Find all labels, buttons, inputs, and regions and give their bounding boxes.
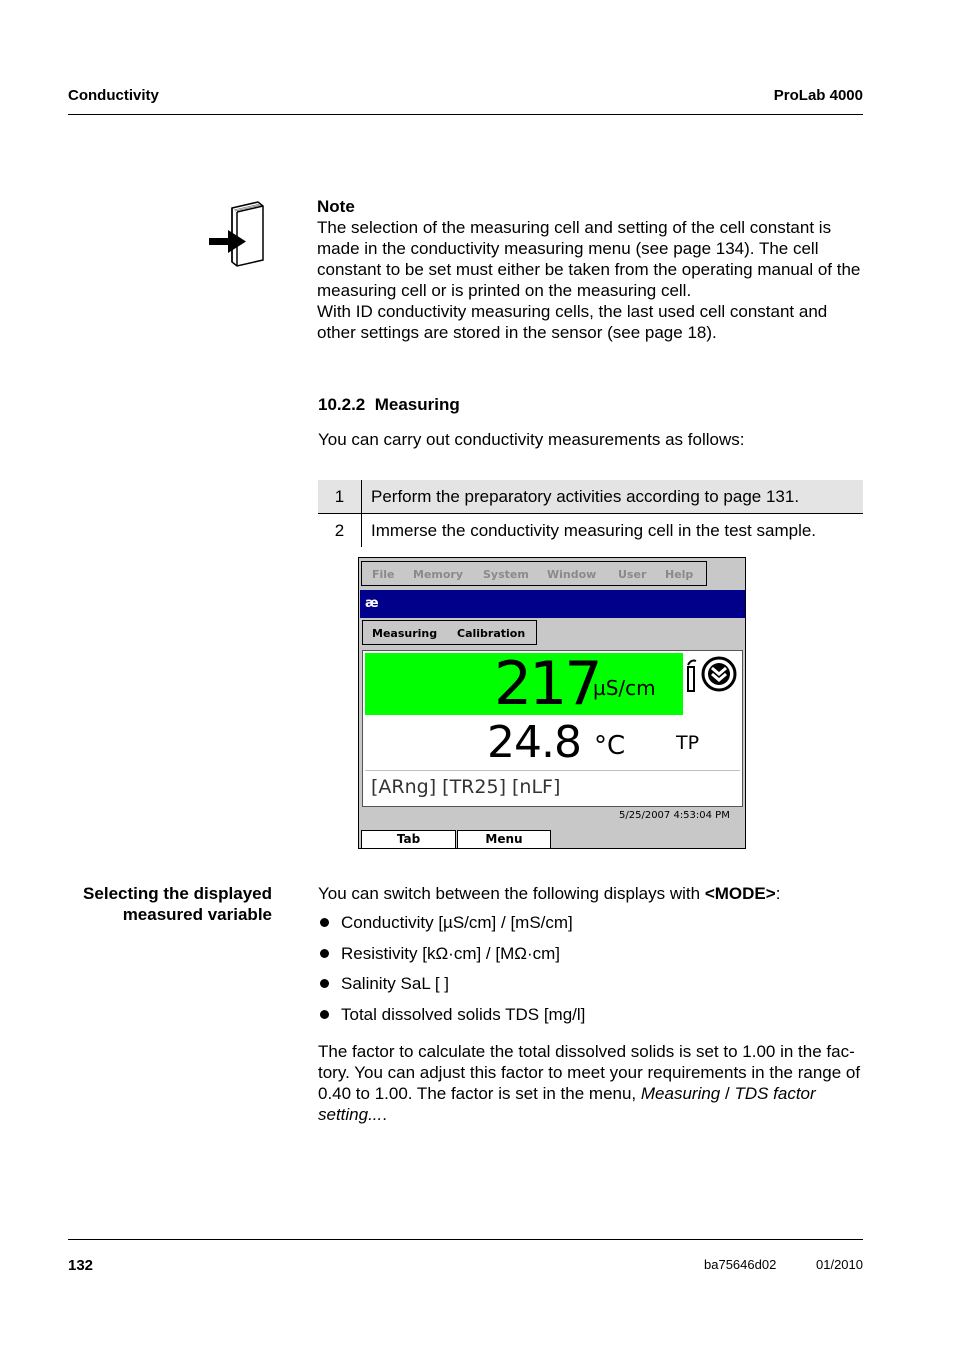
menu-ref-measuring: Measuring [640, 1084, 721, 1103]
menu-user[interactable]: User [618, 568, 647, 581]
list-item: Salinity SaL [ ] [318, 973, 585, 1004]
side-heading [68, 883, 272, 925]
temperature-mode: TP [676, 732, 700, 754]
note-text-1: The selection of the measuring cell and setting of the cell constant is made in the conductivity measuring menu (see page 134). The cell constant to be set must either be taken from the operating manual of the measuring cell or is printed on the measuring cell. [317, 218, 861, 300]
softkey-menu[interactable]: Menu [457, 830, 551, 849]
stability-icon [701, 656, 737, 692]
table-row [318, 514, 863, 548]
selecting-intro-post: : [775, 884, 781, 903]
menu-window[interactable]: Window [547, 568, 597, 581]
doc-number: ba75646d02 [704, 1257, 777, 1272]
section-heading [318, 395, 460, 415]
tds-text-end: . [382, 1105, 387, 1124]
footer-rule [68, 1239, 863, 1240]
section-title: Measuring [374, 395, 460, 414]
main-unit: µS/cm [593, 676, 656, 700]
menu-help[interactable]: Help [665, 568, 694, 581]
measurement-panel [362, 650, 743, 807]
steps-table [318, 480, 863, 547]
main-value: 217 [494, 649, 600, 719]
list-item: Conductivity [µS/cm] / [mS/cm] [318, 912, 585, 943]
device-titlebar [360, 590, 745, 618]
device-datetime: 5/25/2007 4:53:04 PM [619, 810, 730, 821]
page-number: 132 [68, 1257, 94, 1274]
tab-measuring[interactable]: Measuring [372, 627, 438, 640]
status-line: [ARng] [TR25] [nLF] [371, 776, 561, 798]
softkey-tab[interactable]: Tab [361, 830, 456, 849]
selecting-intro [318, 884, 780, 904]
header-right: ProLab 4000 [773, 87, 863, 104]
device-menubar [361, 561, 707, 586]
selecting-intro-pre: You can switch between the following displays with [318, 884, 705, 903]
step-number: 1 [318, 480, 362, 514]
device-screen [358, 557, 746, 849]
menu-memory[interactable]: Memory [413, 568, 464, 581]
note-text-2: With ID conductivity measuring cells, the last used cell constant and other settings are stored in the sensor (see page 18). [317, 302, 828, 342]
header-rule [68, 114, 863, 115]
note-book-icon [208, 200, 268, 268]
display-list [318, 912, 585, 1034]
list-item: Total dissolved solids TDS [mg/l] [318, 1004, 585, 1035]
doc-date: 01/2010 [816, 1257, 863, 1272]
list-item: Resistivity [kΩ·cm] / [MΩ·cm] [318, 943, 585, 974]
menu-ref-sep: / [720, 1084, 735, 1103]
mode-key: <MODE> [704, 884, 776, 903]
panel-divider [365, 770, 740, 771]
note-title: Note [317, 197, 355, 216]
sensor-icon [685, 657, 699, 693]
tab-calibration[interactable]: Calibration [457, 627, 526, 640]
step-text: Immerse the conductivity measuring cell in the test sample. [362, 514, 864, 548]
note-block [317, 196, 865, 343]
menu-ref-tds: TDS factor setting... [318, 1084, 816, 1124]
menu-system[interactable]: System [483, 568, 529, 581]
device-title: æ [365, 596, 379, 611]
side-heading-line-1: Selecting the displayed [83, 884, 272, 903]
table-row [318, 480, 863, 514]
header-left: Conductivity [68, 87, 159, 104]
temperature-value: 24.8 [487, 717, 581, 768]
menu-file[interactable]: File [372, 568, 395, 581]
tds-paragraph [318, 1041, 866, 1125]
device-tabs [362, 620, 537, 645]
main-value-highlight [365, 649, 683, 719]
section-number: 10.2.2 [318, 395, 366, 414]
temperature-unit: °C [594, 731, 626, 761]
step-text: Perform the preparatory activities according to page 131. [362, 480, 864, 514]
step-number: 2 [318, 514, 362, 548]
section-intro: You can carry out conductivity measurements as follows: [318, 430, 745, 449]
side-heading-line-2: measured variable [122, 905, 272, 924]
tds-text: The factor to calculate the total dissolved solids is set to 1.00 in the fac-tory. You can adjust this factor to meet your requirements in the range of 0.40 to 1.00. The factor is set in the menu, [318, 1042, 861, 1103]
